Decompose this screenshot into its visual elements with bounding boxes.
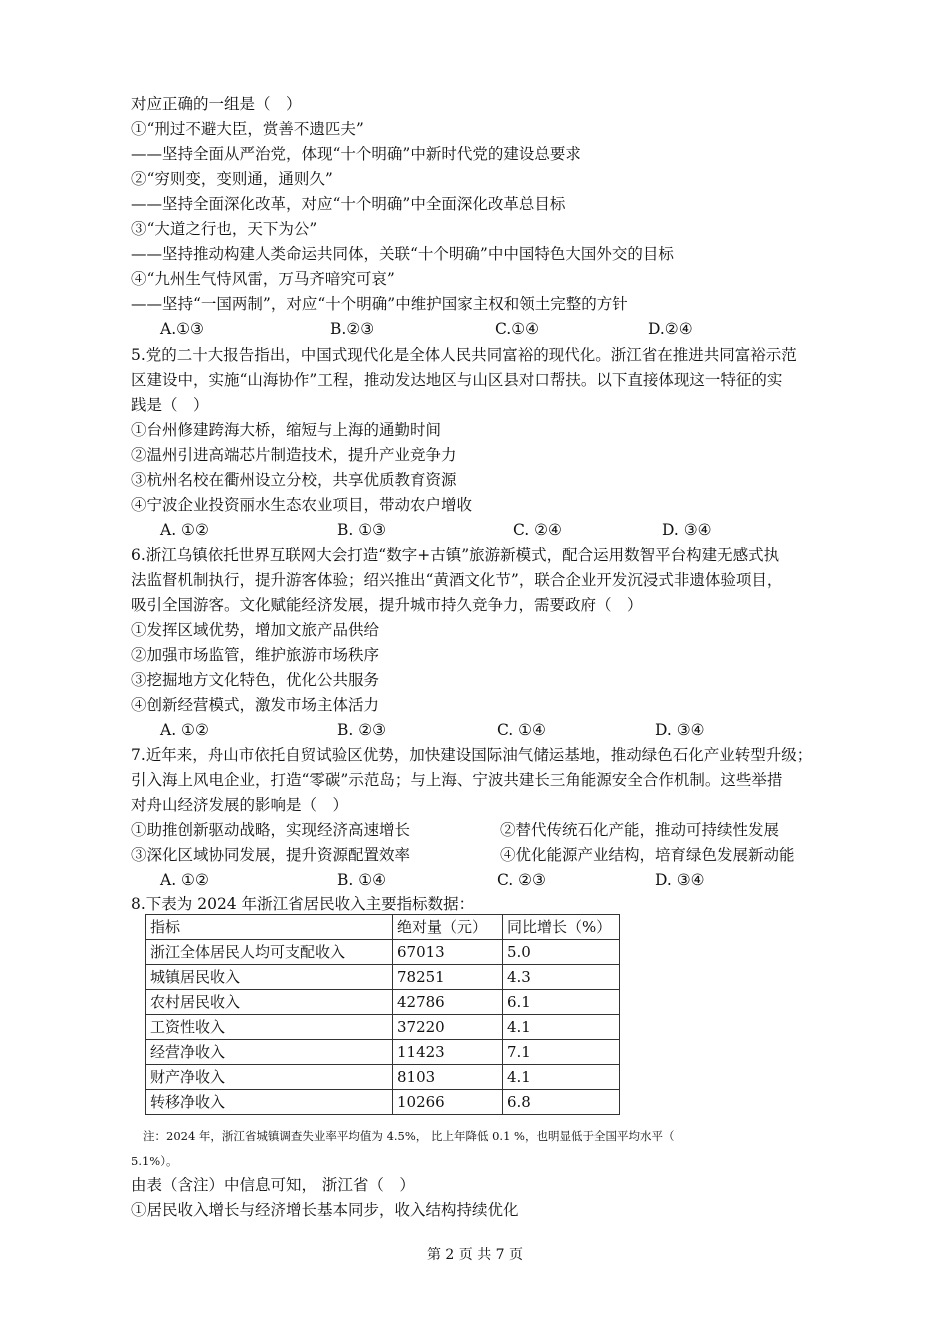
q5-option-c: C. ②④ <box>513 521 562 539</box>
table-cell: 7.1 <box>503 1040 620 1065</box>
table-header-cell: 指标 <box>146 915 393 940</box>
table-cell: 工资性收入 <box>146 1015 393 1040</box>
q7-item-4: ④优化能源产业结构，培育绿色发展新动能 <box>500 846 795 864</box>
q5-item-1: ①台州修建跨海大桥，缩短与上海的通勤时间 <box>131 421 442 439</box>
table-cell: 11423 <box>393 1040 503 1065</box>
table-cell: 经营净收入 <box>146 1040 393 1065</box>
q5-stem-2: 区建设中，实施“山海协作”工程，推动发达地区与山区县对口帮扶。以下直接体现这一特征的实 <box>131 371 783 389</box>
table-cell: 转移净收入 <box>146 1090 393 1115</box>
q6-stem-3: 吸引全国游客。文化赋能经济发展，提升城市持久竞争力，需要政府（ ） <box>131 596 643 614</box>
table-cell: 5.0 <box>503 940 620 965</box>
table-cell: 浙江全体居民人均可支配收入 <box>146 940 393 965</box>
table-cell: 42786 <box>393 990 503 1015</box>
q8-question: 由表（含注）中信息可知， 浙江省（ ） <box>131 1176 415 1194</box>
table-cell: 37220 <box>393 1015 503 1040</box>
q4-item-1: ①“刑过不避大臣，赏善不遗匹夫” <box>131 120 364 138</box>
q5-item-2: ②温州引进高端芯片制造技术，提升产业竞争力 <box>131 446 457 464</box>
q6-stem-1: 6.浙江乌镇依托世界互联网大会打造“数字+古镇”旅游新模式，配合运用数智平台构建无感式执 <box>131 546 780 564</box>
income-table <box>145 914 620 1115</box>
table-row <box>146 940 620 965</box>
q8-item-1: ①居民收入增长与经济增长基本同步，收入结构持续优化 <box>131 1201 519 1219</box>
q6-item-2: ②加强市场监管，维护旅游市场秩序 <box>131 646 380 664</box>
table-cell: 财产净收入 <box>146 1065 393 1090</box>
q6-item-3: ③挖掘地方文化特色，优化公共服务 <box>131 671 380 689</box>
q7-option-b: B. ①④ <box>337 871 387 889</box>
q4-item-3: ③“大道之行也，天下为公” <box>131 220 318 238</box>
table-cell: 城镇居民收入 <box>146 965 393 990</box>
q5-item-4: ④宁波企业投资丽水生态农业项目，带动农户增收 <box>131 496 473 514</box>
q6-option-a: A. ①② <box>160 721 209 739</box>
q7-option-d: D. ③④ <box>655 871 705 889</box>
q7-option-c: C. ②③ <box>497 871 546 889</box>
q6-item-1: ①发挥区域优势，增加文旅产品供给 <box>131 621 380 639</box>
q6-option-c: C. ①④ <box>497 721 546 739</box>
q6-item-4: ④创新经营模式，激发市场主体活力 <box>131 696 380 714</box>
q5-item-3: ③杭州名校在衢州设立分校，共享优质教育资源 <box>131 471 457 489</box>
table-cell: 4.1 <box>503 1065 620 1090</box>
q7-stem-3: 对舟山经济发展的影响是（ ） <box>131 796 349 814</box>
q4-item-4-desc: ——坚持“一国两制”，对应“十个明确”中维护国家主权和领土完整的方针 <box>131 295 628 313</box>
q7-item-3: ③深化区域协同发展，提升资源配置效率 <box>131 846 411 864</box>
q4-item-2-desc: ——坚持全面深化改革，对应“十个明确”中全面深化改革总目标 <box>131 195 566 213</box>
q4-option-d: D.②④ <box>648 320 693 338</box>
table-cell: 4.3 <box>503 965 620 990</box>
table-cell: 78251 <box>393 965 503 990</box>
page-footer: 第 2 页 共 7 页 <box>426 1247 524 1263</box>
q7-stem-1: 7.近年来，舟山市依托自贸试验区优势，加快建设国际油气储运基地，推动绿色石化产业转型升级； <box>131 746 813 764</box>
table-row <box>146 990 620 1015</box>
q5-stem-3: 践是（ ） <box>131 396 209 414</box>
q7-item-1: ①助推创新驱动战略，实现经济高速增长 <box>131 821 411 839</box>
table-header-row <box>146 915 620 940</box>
q4-item-1-desc: ——坚持全面从严治党，体现“十个明确”中新时代党的建设总要求 <box>131 145 581 163</box>
table-header-cell: 绝对量（元） <box>393 915 503 940</box>
q6-option-b: B. ②③ <box>337 721 387 739</box>
table-cell: 农村居民收入 <box>146 990 393 1015</box>
table-note-line-2: 5.1%）。 <box>131 1154 178 1168</box>
q4-item-4: ④“九州生气恃风雷，万马齐喑究可哀” <box>131 270 395 288</box>
q4-item-2: ②“穷则变，变则通，通则久” <box>131 170 333 188</box>
q4-item-3-desc: ——坚持推动构建人类命运共同体，关联“十个明确”中中国特色大国外交的目标 <box>131 245 674 263</box>
q5-option-b: B. ①③ <box>337 521 387 539</box>
table-row <box>146 1090 620 1115</box>
q4-stem-tail: 对应正确的一组是（ ） <box>131 95 302 113</box>
q4-option-a: A.①③ <box>160 320 204 338</box>
table-row <box>146 1065 620 1090</box>
q6-option-d: D. ③④ <box>655 721 705 739</box>
table-row <box>146 965 620 990</box>
q7-option-a: A. ①② <box>160 871 209 889</box>
q7-stem-2: 引入海上风电企业，打造“零碳”示范岛；与上海、宁波共建长三角能源安全合作机制。这些举措 <box>131 771 783 789</box>
table-cell: 10266 <box>393 1090 503 1115</box>
q5-option-a: A. ①② <box>160 521 209 539</box>
table-header-cell: 同比增长（%） <box>503 915 620 940</box>
table-cell: 8103 <box>393 1065 503 1090</box>
table-note-line-1: 注：2024 年，浙江省城镇调查失业率平均值为 4.5%， 比上年降低 0.1 %，也明显低于全国平均水平（ <box>143 1129 675 1143</box>
table-cell: 4.1 <box>503 1015 620 1040</box>
q7-item-2: ②替代传统石化产能，推动可持续性发展 <box>500 821 780 839</box>
q5-stem-1: 5.党的二十大报告指出，中国式现代化是全体人民共同富裕的现代化。浙江省在推进共同富裕示范 <box>131 346 797 364</box>
table-cell: 67013 <box>393 940 503 965</box>
table-cell: 6.1 <box>503 990 620 1015</box>
q4-option-c: C.①④ <box>495 320 540 338</box>
q6-stem-2: 法监督机制执行，提升游客体验；绍兴推出“黄酒文化节”，联合企业开发沉浸式非遗体验项目， <box>131 571 783 589</box>
table-cell: 6.8 <box>503 1090 620 1115</box>
q5-option-d: D. ③④ <box>662 521 712 539</box>
table-row <box>146 1015 620 1040</box>
q8-stem: 8.下表为 2024 年浙江省居民收入主要指标数据： <box>131 895 475 913</box>
q4-option-b: B.②③ <box>330 320 375 338</box>
table-row <box>146 1040 620 1065</box>
